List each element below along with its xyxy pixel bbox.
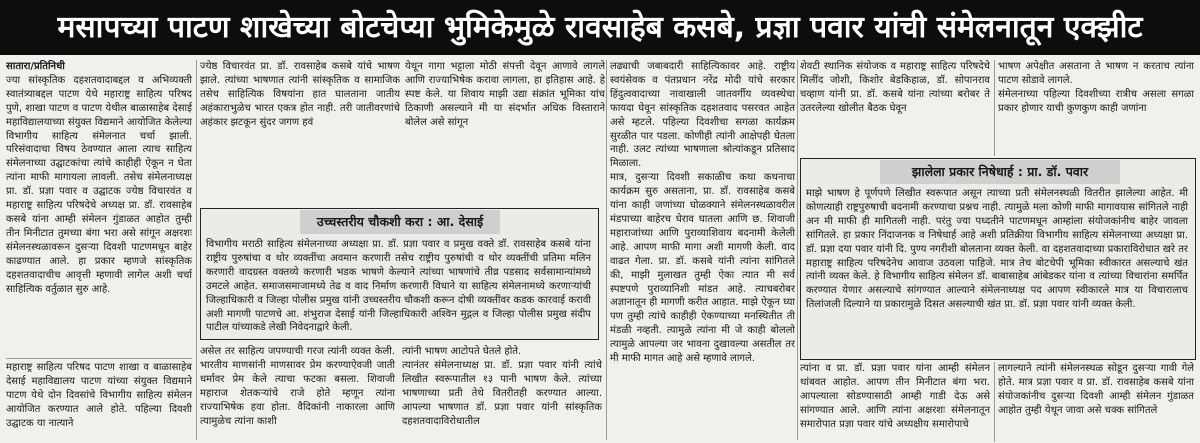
article-col6-text: भाषण अपेक्षीत असताना ते भाषण न करताच त्यांना पाटण सोडावे लागले. xyxy=(998,61,1194,86)
article-column-2 xyxy=(200,60,400,202)
inset-box-pawar-text: माझे भाषण हे पूर्णपणे लिखीत स्वरूपात असून त्याच्या प्रती संमेलनस्थळी वितरीत झालेल्या आहेत. मी कोणत्याही राष्ट्रपुरुषाची बदनामी करण्याचा प्रश्नच नाही. त्यामुळे मला कोणी माफी मागावयास सांगितले नाही अन मी माफी ही मागितली नाही. परंतु ज्या पध्दतीने पाटणमधून आम्हांला संयोजकांनीच बाहेर जावला सांगितले. हा प्रकार निंदाजनक व निषेधार्ह आहे अशी प्रतिक्रीया विभागीय साहित्य संमेलनाच्या अध्यक्षा प्रा. डॉ. प्रज्ञा दया पवार यांनी दि. पुण्य नगरीशी बोलताना व्यक्त केली. वा दहशतवादाच्या प्रकाराविरोधात खरे तर महाराष्ट्र साहित्य परिषदेनेच आवाज उठवला पाहिजे. मात्र तेच बोटचेपी भूमिका स्वीकारत असल्याचे खंत त्यांनी व्यक्त केले. हे विभागीय साहित्य संमेलन डॉ. बाबासाहेब आंबेडकर यांना व त्यांच्या विचारांना समर्पित करण्यात येणार असल्याचे सांगण्यात आल्याने संमेलनाध्यक्ष पद आपण स्वीकारले मात्र या विचारालाच तिलांजली दिल्याने या प्रकारामुळे दिसत असल्याची खंत प्रा. डॉ. प्रज्ञा पवार यांनी व्यक्त केली. xyxy=(806,188,1188,311)
column-rule xyxy=(606,60,607,440)
column-rule xyxy=(196,60,197,440)
column-rule xyxy=(994,60,995,156)
article-col6b-text: संमेलनाच्या पहिल्या दिवशीच्या रात्रीच असला सगळा प्रकार होणार याची कुणकुण काही जणांना xyxy=(998,88,1194,114)
article-bottom2b-text: त्यानंतर संमेलनाध्यक्ष प्रा. डॉ. प्रज्ञा पवार यांनी त्यांचे लिखीत स्वरूपातील १३ पानी भाषण केले. त्यांच्या भाषणाच्या प्रती तेथे वितरीतही करण्यात आल्या. आपल्या भाषणात डॉ. प्रज्ञा पवार यांनी सांस्कृतिक दहशतवादाविरोधातील xyxy=(402,359,602,427)
inset-box-desai-title: उच्चस्तरीय चौकशी करा : आ. देसाई xyxy=(300,210,500,234)
article-bottom1-text: असेल तर साहित्य जपण्याची गरज त्यांनी व्यक्त केली. भारतीय माणसांनी माणसावर प्रेम करण्याऐवजी जाती धर्मावर प्रेम केले त्याचा फटका बसला. शिवाजी महाराज शेतकऱ्यांचे राजे होते म्हणून त्यांना राज्याभिषेक हवा होता. वैदिकांनी नाकारला आणि त्यामुळेच त्यांना काशी xyxy=(200,346,395,427)
column-rule xyxy=(994,362,995,442)
article-column-6 xyxy=(998,60,1194,160)
article-bottom-2 xyxy=(402,345,602,441)
article-col5-text: शेवटी स्थानिक संयोजक व महाराष्ट्र साहित्य परिषदेचे मिलींद जोशी, किशोर बेडकिहाळ, डॉ. सोपानराव चव्हाण यांनी प्रा. डॉ. कसबे यांना त्यांच्या बरोबर ते उतरलेल्या खोलीत बैठक घेवून xyxy=(800,61,990,114)
article-column-1b xyxy=(6,361,192,441)
article-column-4 xyxy=(610,60,795,440)
article-bottom-6 xyxy=(998,362,1194,442)
article-bottom6-text: लागल्याने त्यांनी संमेलनस्थळ सोडून दुसऱ्या गावी गेले होते. मात्र प्रज्ञा पवार व प्रा. डॉ. रावसाहेब कसबे यांना संयोजकांनीच दुसऱ्या दिवशी आम्ही संमेलन गुंडाळत आहोत तुम्ही येथून जावा असे चक्क सांगितले xyxy=(998,363,1194,416)
article-bottom-5 xyxy=(800,362,990,442)
article-column-3 xyxy=(405,60,605,202)
article-column-1 xyxy=(6,60,192,360)
inset-box-pawar-title: झालेला प्रकार निषेधार्ह : प्रा. डॉ. पवार xyxy=(880,160,1120,184)
headline: मसापच्या पाटण शाखेच्या बोटचेप्या भुमिकेमुळे रावसाहेब कसबे, प्रज्ञा पवार यांची संमेलनातून एक्झीट xyxy=(0,0,1200,55)
article-col1-text: ज्या सांस्कृतिक दहशतवादाबद्दल व अभिव्यक्ती स्वातंत्र्याबद्दल पाटण येथे महाराष्ट्र साहित्य परिषद पुणे, शाखा पाटण व पाटण येथील बाळासाहेब देसाई महाविद्यालयाच्या संयुक्त विद्यमाने आयोजित केलेल्या विभागीय साहित्य संमेलनात चर्चा झाली. परिसंवादाचा विषय ठेवण्यात आला त्याच साहित्य संमेलनाच्या उद्घाटकांचा त्यांचे काहीही ऐकून न घेता त्यांना माफी मागायला लावली. तसेच संमेलनाध्यक्ष प्रा. डॉ. प्रज्ञा पवार व उद्घाटक ज्येष्ठ विचारवंत व महाराष्ट्र साहित्य परिषदेचे अध्यक्ष प्रा. डॉ. रावसाहेब कसबे यांना आम्ही संमेलन गुंडाळत आहोत तुम्ही तीन मिनीटात तुमच्या बंगा भरा असे सांगून अक्षरशः संमेलनस्थळावरून दुसऱ्या दिवशी पाटणमधून बाहेर काढण्यात आले. हा प्रकार म्हणजे सांस्कृतिक दहशतवादाचीच आवृत्ती म्हणावी लागेल अशी चर्चा साहित्यिक वर्तुळात सुरु आहे. xyxy=(6,74,192,295)
article-col1b-text: महाराष्ट्र साहित्य परिषद पाटण शाखा व बाळासाहेब देसाई महाविद्यालय पाटण यांच्या संयुक्त विद्यमाने पाटण येथे दोन दिवसांचे विभागीय साहित्य संमेलन आयोजित करण्यात आले होते. पहिल्या दिवशी उद्घाटक या नात्याने xyxy=(6,362,192,429)
column-rule xyxy=(797,60,798,440)
article-col3-text: येथून गागा भट्टाला मोठी संपत्ती देवून आणावे लागले आणि राज्याभिषेक करावा लागला, हा इतिहास आहे. हे स्पष्ट केले. या शिवाय माझी उद्या संक्रांत भूमिका यांच ठिकाणी असल्याने मी या संदर्भात अधिक विस्ताराने बोलेल असे सांगून xyxy=(405,61,605,128)
dateline: सातारा/प्रतिनिधी xyxy=(6,61,65,72)
article-bottom2-text: त्यांनी भाषण आटोपते घेतले होते. xyxy=(402,346,522,357)
article-col2-text: ज्येष्ठ विचारवंत प्रा. डॉ. रावसाहेब कसबे यांचे भाषण झाले. त्यांच्या भाषणात त्यांनी सांस्कृतिक व सामाजिक तसेच साहित्यिक विषयांना हात घालताना जातीय अहंकाराभुळेच भारत एकत्र होत नाही. तरी जातीवरणांचे अहंकार झटकून सुंदर जगण हवं xyxy=(200,61,400,128)
article-bottom-1 xyxy=(200,345,395,441)
inset-box-desai-text: विभागीय मराठी साहित्य संमेलनाच्या अध्यक्षा प्रा. डॉ. प्रज्ञा पवार व प्रमुख वक्ते डॉ. रावसाहेब कसबे यांना राष्ट्रीय पुरुषांचा व थोर व्यक्तींचा अवमान करणारी तसेच राष्ट्रीय पुरुषांची व थोर व्यक्तींची प्रतिमा मलिन करणारी वादग्रस्त वक्तव्ये करणारी भडक भाषणे केल्याने त्यांच्या भाषणांचे तीव्र पडसाद सर्वसामान्यांमध्ये उमटले आहेत. समाजसमाजामध्ये तेढ व वाद निर्माण करणारी विधाने या साहित्य संमेलनामध्ये करणाऱ्यांची जिल्हाधिकारी व जिल्हा पोलीस प्रमुख यांनी उच्चस्तरीय चौकशी करून दोषी व्यक्तींवर कडक कारवाई करावी अशी मागणी पाटणचे आ. शंभुराज देसाई यांनी जिल्हाधिकारी अश्विन मुद्गल व जिल्हा पोलीस प्रमुख संदीप पाटील यांच्याकडे लेखी निवेदनाद्वारे केली. xyxy=(206,239,591,334)
section-rule xyxy=(6,358,192,359)
article-col4b-text: मात्र, दुसऱ्या दिवशी सकाळीच कथा कथनाचा कार्यक्रम सुरु असताना, प्रा. डॉ. रावसाहेब कसबे यांना काही जणांच्या घोळक्याने संमेलनस्थळावरील मंडपाच्या बाहेरच घेराव घातला आणि छ. शिवाजी महाराजांच्या आणि पुराव्याशिवाय बदनामी केलेली आहे. आपण माफी मागा अशी मागणी केली. वाद वाढत गेला. प्रा. डॉ. कसबे यांनी त्यांना सांगितले की, माझी मुलाखत तुम्ही ऐका त्यात मी सर्व स्पष्टपणे पुराव्यानिशी मांडत आहे. त्याचबरोबर अज्ञानातून ही मागणी करीत आहात. माझे ऐकून घ्या पण तुम्ही त्यांचे काहीही ऐकण्याच्या मनस्थितीत ती मंडळी नव्हती. त्यामुळे त्यांना मी जे काही बोललो त्यामुळे आपल्या जर भावना दुखावल्या असतील तर मी माफी मागत आहे असे म्हणावे लागले. xyxy=(610,172,795,365)
article-col4-text: लढ्याची जबाबदारी साहित्यिकावर आहे. राष्ट्रीय स्वयंसेवक व पंतप्रधान नरेंद्र मोदी यांचे सरकार हिंदुत्ववादाच्या नावाखाली जातवर्गीय व्यवस्थेचा फायदा घेवून सांस्कृतिक दहशतवाद पसरवत आहेत असे म्हटले. पहिल्या दिवशीचा सगळा कार्यक्रम सुरळीत पार पडला. कोणीही त्यांनी आक्षेपही घेतला नाही. उलट त्यांच्या भाषणाला श्रोत्यांकडून प्रतिसाद मिळाला. xyxy=(610,61,795,170)
article-column-5 xyxy=(800,60,990,160)
article-bottom5-text: त्यांना व प्रा. डॉ. प्रज्ञा पवार यांना आम्ही संमेलन थांबवत आहोत. आपण तीन मिनीटात बंगा भरा. आपल्याला सोडण्यासाठी आम्ही गाडी देऊ असे सांगण्यात आले. आणि त्यांना अक्षरशः संमेलनातून समारोपात प्रज्ञा पवार यांचे अध्यक्षीय समारोपाचे xyxy=(800,363,990,430)
